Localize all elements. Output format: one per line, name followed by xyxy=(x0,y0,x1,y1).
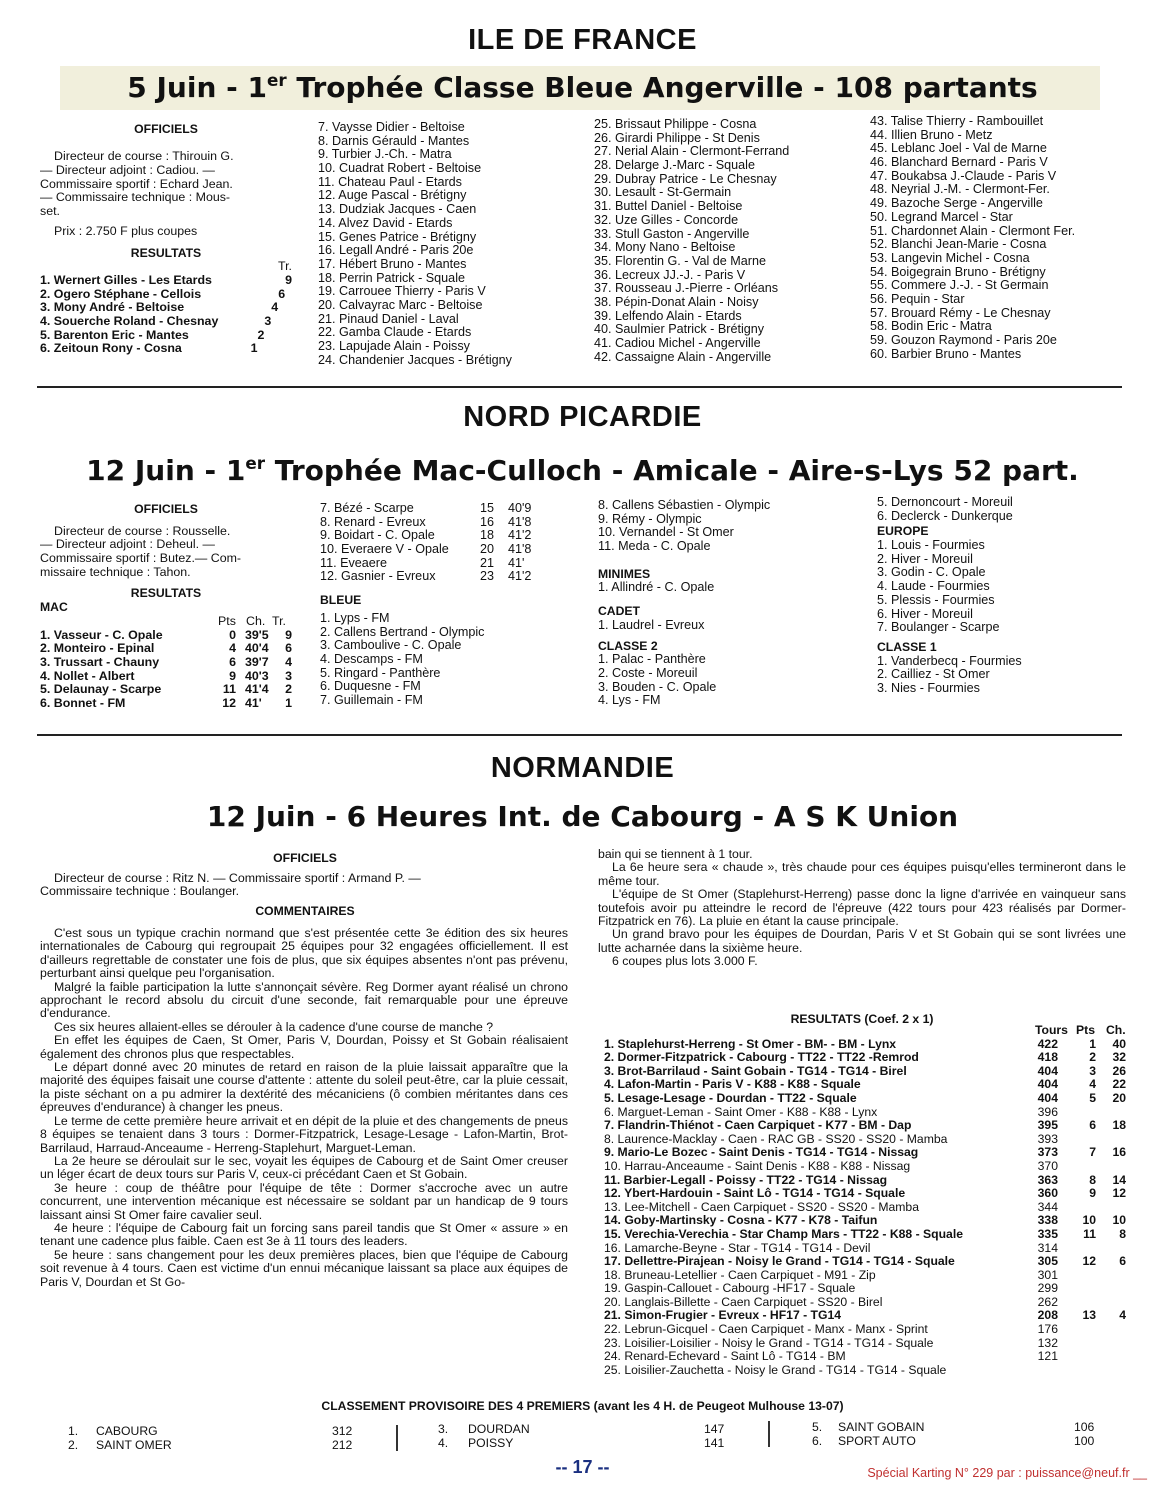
minimes-results xyxy=(598,581,858,595)
mac-result-row: 10. Everaere V - Opale 20 41'8 xyxy=(320,542,532,557)
list-item: 16. Legall André - Paris 20e xyxy=(318,243,474,258)
bleue-results xyxy=(320,612,550,708)
table-row: 6. Marguet-Leman - Saint Omer - K88 - K88 - Lynx 396 xyxy=(604,1104,1058,1119)
list-item: 46. Blanchard Bernard - Paris V xyxy=(870,155,1048,170)
minimes-heading: MINIMES xyxy=(598,566,651,581)
np-column-4 xyxy=(877,496,1127,696)
table-row: 13. Lee-Mitchell - Caen Carpiquet - SS20 - SS20 - Mamba 344 xyxy=(604,1199,1058,1214)
list-item: 45. Leblanc Joel - Val de Marne xyxy=(870,141,1047,156)
list-item: 1. Vanderbecq - Fourmies xyxy=(877,653,1022,668)
paragraph: Ces six heures allaient-elles se dérouler à la cadence d'une course de manche ? xyxy=(54,1019,494,1034)
classement-heading: CLASSEMENT PROVISOIRE DES 4 PREMIERS (avant les 4 H. de Peugeot Mulhouse 13-07) xyxy=(321,1399,844,1413)
mac-result-row: 5. Delaunay - Scarpe 11 41'4 2 xyxy=(40,682,292,697)
table-row: 11. Barbier-Legall - Poissy - TT22 - TG14 - Nissag 363 8 14 xyxy=(604,1172,1126,1187)
paragraph: En effet les équipes de Caen, St Omer, Paris V, Dourdan, Poissy et St Gobain réalisaient également des chronos plus que respectables. xyxy=(40,1033,568,1061)
classement-column-3 xyxy=(812,1421,1112,1448)
list-item: 47. Boukabsa J.-Claude - Paris V xyxy=(870,168,1057,183)
classement-separator xyxy=(396,1425,398,1451)
list-item: 12. Auge Pascal - Brétigny xyxy=(318,188,467,203)
list-item: 26. Girardi Philippe - St Denis xyxy=(594,130,760,145)
list-item: 28. Delarge J.-Marc - Squale xyxy=(594,158,755,173)
mac-top-results xyxy=(40,629,292,711)
officiels-block-idf: OFFICIELS Directeur de course : Thirouin G. — Directeur adjoint : Cadiou. — Commissaire sportif : Echard Jean. — Commissaire technique : Mous- set. Prix : 2.750 F plus coupes RESULTATS Tr. 1. Wernert Gilles - Les Etards 9 2. Ogero Stéphane - Cellois 6 3. Mony André - Beltoise 4 4. Souerche Roland - Chesnay 3 5. Barenton Eric - Mantes 2 6. Zeitoun Rony - Cosna 1 xyxy=(40,122,292,356)
list-item: 22. Gamba Claude - Etards xyxy=(318,325,472,340)
table-row: 23. Loisilier-Loisilier - Noisy le Grand - TG14 - TG14 - Squale 132 xyxy=(604,1335,1058,1350)
result-row: 5. Barenton Eric - Mantes 2 xyxy=(40,327,265,342)
classement-column-2 xyxy=(438,1423,738,1450)
list-item: 60. Barbier Bruno - Mantes xyxy=(870,346,1022,361)
paragraph: Malgré la faible participation la lutte s'annonçait sévère. Reg Dormer ayant réalisé un chrono approchant le record absolu du circuit d'une seconde, fait remarquable pour une épreuve d'endurance. xyxy=(40,979,568,1021)
mac-result-row: 12. Gasnier - Evreux 23 41'2 xyxy=(320,569,532,584)
list-item: 32. Uze Gilles - Concorde xyxy=(594,212,739,227)
list-item: 6. Hiver - Moreuil xyxy=(877,606,973,621)
bleue-results-continued xyxy=(598,499,858,554)
section-divider xyxy=(37,734,1122,736)
list-item: 51. Chardonnet Alain - Clermont Fer. xyxy=(870,223,1076,238)
list-item: 3. Bouden - C. Opale xyxy=(598,679,717,694)
list-item: 2. Callens Bertrand - Olympic xyxy=(320,624,485,639)
paragraph: 6 coupes plus lots 3.000 F. xyxy=(612,954,758,969)
classement-row: 5. SAINT GOBAIN 106 xyxy=(812,1420,1095,1434)
paragraph: La 2e heure se déroulait sur le sec, voyait les équipes de Cabourg et de Saint Omer creuser un léger écart de deux tours sur Paris V, ceux-ci précédant Caen et St Gobain. xyxy=(40,1153,568,1182)
paragraph: Le terme de cette première heure arrivait et en dépit de la pluie et des changements de pneus 8 équipes se tenaient dans 3 tours : Dormer-Fitzpatrick, Lesage-Lesage - Lafon-Martin, Brot-Barrilaud, Harraud-Anceaume - Herreng-Staplehurt, Marguet-Leman. xyxy=(40,1113,568,1155)
list-item: 25. Brissaut Philippe - Cosna xyxy=(594,117,757,131)
table-row: 24. Renard-Echevard - Saint Lô - TG14 - BM 121 xyxy=(604,1349,1058,1364)
list-item: 6. Duquesne - FM xyxy=(320,679,421,694)
result-row: 1. Wernert Gilles - Les Etards 9 xyxy=(40,272,292,287)
region-title-normandie: NORMANDIE xyxy=(490,752,675,784)
paragraph: 4e heure : l'équipe de Cabourg fait un forcing sans pareil tandis que St Omer « assure » en tenant une cadence plus faible. Caen est 3e à 11 tours des leaders. xyxy=(40,1220,568,1249)
list-item: 38. Pépin-Donat Alain - Noisy xyxy=(594,294,759,309)
table-row: 21. Simon-Frugier - Evreux - HF17 - TG14 208 13 4 xyxy=(604,1308,1126,1323)
table-row: 5. Lesage-Lesage - Dourdan - TT22 - Squale 404 5 20 xyxy=(604,1090,1126,1105)
normandie-results-table: Tours Pts Ch. 1. Staplehurst-Herreng - St Omer - BM- - BM - Lynx 422 1 40 2. Dormer-Fitzpatrick - Cabourg - TT22 - TT22 -Remrod 418 2 32 3. Brot-Barrilaud - Saint Gobain - TG14 - TG14 - Birel 404 3 26 4. Lafon-Martin - Paris V - K88 - K88 - Squale 404 4 22 5. Lesage-Lesage - Dourdan - TT22 - Squale 404 5 20 6. Marguet-Leman - Saint Omer - K88 - K88 - Lynx 396 7. Flandrin-Thiénot - Caen Carpiquet - K77 - BM - Dap 395 6 18 8. Laurence-Macklay - Caen - RAC GB - SS20 - SS20 - Mamba 393 9. Mario-Le Bozec - Saint Denis - TG14 - TG14 - Nissag 373 7 16 10. Harrau-Anceaume - Saint Denis - K88 - K88 - Nissag 370 11. Barbier-Legall - Poissy - TT22 - TG14 - Nissag 363 8 14 12. Ybert-Hardouin - Saint Lô - TG14 - TG14 - Squale 360 9 12 13. Lee-Mitchell - Caen Carpiquet - SS20 - SS20 - Mamba 344 14. Goby-Martinsky - Cosna - K77 - K78 - Taifun 338 10 10 15. Verechia-Verechia - Star Champ Mars - TT22 - K88 - Squale 335 11 8 16. Lamarche-Beyne - Star - TG14 - TG14 - Devil 314 17. Dellettre-Pirajean - Noisy le Grand - TG14 - TG14 - Squale 305 12 6 18. Bruneau-Letellier - Caen Carpiquet - M91 - Zip 301 19. Gaspin-Callouet - Cabourg -HF17 - Squale 299 20. Langlais-Billette - Caen Carpiquet - SS20 - Birel 262 21. Simon-Frugier - Evreux - HF17 - TG14 208 13 4 22. Lebrun-Gicquel - Caen Carpiquet - Manx - Manx - Sprint 176 23. Loisilier-Loisilier - Noisy le Grand - TG14 - TG14 - Squale 132 24. Renard-Echevard - Saint Lô - TG14 - BM 121 25. Loisilier-Zauchetta - Noisy le Grand - TG14 - TG14 - Squale xyxy=(598,1024,1128,1377)
paragraph: bain qui se tiennent à 1 tour. xyxy=(598,847,753,861)
list-item: 36. Lecreux JJ.-J. - Paris V xyxy=(594,267,746,282)
list-item: 40. Saulmier Patrick - Brétigny xyxy=(594,322,765,337)
list-item: 1. Laudrel - Evreux xyxy=(598,617,705,632)
classe-1-results xyxy=(877,655,1127,696)
event-title-aire-s-lys: 12 Juin - 1er Trophée Mac-Culloch - Amicale - Aire-s-Lys 52 part. xyxy=(86,453,1079,487)
list-item: 5. Plessis - Fourmies xyxy=(877,592,995,607)
commentaires-text xyxy=(40,927,568,1289)
mac-result-row: 9. Boidart - C. Opale 18 41'2 xyxy=(320,528,532,543)
list-item: 55. Commere J.-J. - St Germain xyxy=(870,278,1049,293)
list-item: 8. Callens Sébastien - Olympic xyxy=(598,498,771,512)
list-item: 6. Declerck - Dunkerque xyxy=(877,508,1013,523)
event-title-cabourg: 12 Juin - 6 Heures Int. de Cabourg - A S K Union xyxy=(206,800,959,833)
mac-result-row: 3. Trussart - Chauny 6 39'7 4 xyxy=(40,654,292,669)
list-item: 53. Langevin Michel - Cosna xyxy=(870,250,1030,265)
list-item: 3. Nies - Fourmies xyxy=(877,680,980,695)
table-row: 20. Langlais-Billette - Caen Carpiquet - SS20 - Birel 262 xyxy=(604,1294,1058,1309)
europe-results xyxy=(877,539,1127,635)
list-item: 17. Hébert Bruno - Mantes xyxy=(318,256,467,271)
mac-heading: MAC xyxy=(40,600,68,615)
list-item: 34. Mony Nano - Beltoise xyxy=(594,240,736,255)
table-row: 14. Goby-Martinsky - Cosna - K77 - K78 - Taifun 338 10 10 xyxy=(604,1213,1126,1228)
list-item: 1. Allindré - C. Opale xyxy=(598,580,715,595)
list-item: 19. Carrouee Thierry - Paris V xyxy=(318,284,486,299)
list-item: 1. Palac - Panthère xyxy=(598,652,706,667)
list-item: 48. Neyrial J.-M. - Clermont-Fer. xyxy=(870,182,1050,197)
mac-result-row: 4. Nollet - Albert 9 40'3 3 xyxy=(40,668,292,683)
list-item: 23. Lapujade Alain - Poissy xyxy=(318,339,470,353)
table-row: 10. Harrau-Anceaume - Saint Denis - K88 - K88 - Nissag 370 xyxy=(604,1158,1058,1173)
list-item: 24. Chandenier Jacques - Brétigny xyxy=(318,352,512,367)
list-item: 5. Dernoncourt - Moreuil xyxy=(877,495,1013,509)
list-item: 7. Guillemain - FM xyxy=(320,692,423,707)
list-item: 49. Bazoche Serge - Angerville xyxy=(870,196,1043,211)
table-row: 17. Dellettre-Pirajean - Noisy le Grand - TG14 - TG14 - Squale 305 12 6 xyxy=(604,1254,1126,1269)
classement-separator xyxy=(768,1421,770,1447)
list-item: 37. Rousseau J.-Pierre - Orléans xyxy=(594,281,779,296)
list-item: 33. Stull Gaston - Angerville xyxy=(594,226,750,241)
mac-result-row: 1. Vasseur - C. Opale 0 39'5 9 xyxy=(40,627,292,642)
officiels-block-np: OFFICIELS Directeur de course : Rousselle. — Directeur adjoint : Deheul. — Commissaire sportif : Butez.— Com- missaire technique : Tahon. RESULTATS MAC Pts Ch. Tr. 1. Vasseur - C. Opale 0 39'5 9 2. Monteiro - Epinal 4 40'4 6 3. Trussart - Chauny 6 39'7 4 4. Nollet - Albert 9 40'3 3 5. Delaunay - Scarpe 11 41'4 2 6. Bonnet - FM 12 41' 1 xyxy=(40,502,292,710)
table-row: 8. Laurence-Macklay - Caen - RAC GB - SS20 - SS20 - Mamba 393 xyxy=(604,1131,1058,1146)
idf-top-results xyxy=(40,274,292,356)
table-row: 18. Bruneau-Letellier - Caen Carpiquet - M91 - Zip 301 xyxy=(604,1267,1058,1282)
list-item: 4. Laude - Fourmies xyxy=(877,579,990,594)
paragraph: 3e heure : coup de théâtre pour l'équipe de tête : Dormer s'accroche avec un autre concurrent, une intervention mécanique est nécessaire se soldant par un handicap de 9 tours laissant ainsi St Omer faire cavalier seul. xyxy=(40,1180,568,1222)
table-row: 9. Mario-Le Bozec - Saint Denis - TG14 - TG14 - Nissag 373 7 16 xyxy=(604,1145,1126,1160)
footer-credit: Spécial Karting N° 229 par : puissance@neuf.fr __ xyxy=(867,1466,1147,1480)
list-item: 2. Cailliez - St Omer xyxy=(877,667,990,682)
commentaires-text-continued xyxy=(598,848,1126,969)
region-title-ile-de-france: ILE DE FRANCE xyxy=(468,24,697,56)
resultats-heading: RESULTATS xyxy=(130,245,202,260)
europe-heading: EUROPE xyxy=(877,524,929,539)
list-item: 39. Lelfendo Alain - Etards xyxy=(594,308,742,323)
list-item: 29. Dubray Patrice - Le Chesnay xyxy=(594,171,777,186)
list-item: 44. Illien Bruno - Metz xyxy=(870,127,993,142)
table-row: 25. Loisilier-Zauchetta - Noisy le Grand - TG14 - TG14 - Squale xyxy=(604,1362,947,1377)
list-item: 1. Louis - Fourmies xyxy=(877,538,985,553)
table-row: 3. Brot-Barrilaud - Saint Gobain - TG14 - TG14 - Birel 404 3 26 xyxy=(604,1063,1126,1078)
commentaires-heading: COMMENTAIRES xyxy=(255,904,355,919)
list-item: 52. Blanchi Jean-Marie - Cosna xyxy=(870,237,1047,252)
list-item: 3. Godin - C. Opale xyxy=(877,565,986,580)
list-item: 18. Perrin Patrick - Squale xyxy=(318,270,465,285)
classe-1-heading: CLASSE 1 xyxy=(877,639,937,654)
list-item: 15. Genes Patrice - Brétigny xyxy=(318,229,477,244)
list-item: 21. Pinaud Daniel - Laval xyxy=(318,311,459,326)
list-item: 9. Turbier J.-Ch. - Matra xyxy=(318,147,452,162)
result-row: 2. Ogero Stéphane - Cellois 6 xyxy=(40,286,286,301)
cadet-heading: CADET xyxy=(598,604,640,619)
idf-results-list-43-60 xyxy=(870,115,1126,361)
classement-row: 6. SPORT AUTO 100 xyxy=(812,1433,1095,1448)
paragraph: L'équipe de St Omer (Staplehurst-Herreng) passe donc la ligne d'arrivée en vainqueur sans toutefois avoir pu atteindre le record de l'épreuve (422 tours pour 423 réalisés par Dormer-Fitzpatrick en 76). La pluie en étant la cause principale. xyxy=(598,887,1126,929)
table-row: 4. Lafon-Martin - Paris V - K88 - K88 - Squale 404 4 22 xyxy=(604,1077,1126,1092)
list-item: 11. Meda - C. Opale xyxy=(598,539,711,554)
list-item: 20. Calvayrac Marc - Beltoise xyxy=(318,297,483,312)
list-item: 59. Gouzon Raymond - Paris 20e xyxy=(870,333,1057,347)
paragraph: C'est sous un typique crachin normand que s'est présentée cette 3e édition des six heures internationales de Cabourg qui regroupait 25 équipes pour 32 engagées officiellement. Il est d'ailleurs regrettable de constater une fois de plus, que six équipes absentes n'ont pas prévenu, perturbant ainsi quelque peu l'organisation. xyxy=(40,926,568,981)
list-item: 10. Vernandel - St Omer xyxy=(598,525,734,540)
result-row: 3. Mony André - Beltoise 4 xyxy=(40,300,279,315)
list-item: 10. Cuadrat Robert - Beltoise xyxy=(318,161,482,176)
paragraph: Un grand bravo pour les équipes de Dourdan, Paris V et St Gobain qui se sont livrées une lutte acharnée dans la sixième heure. xyxy=(598,927,1126,955)
table-row: 7. Flandrin-Thiénot - Caen Carpiquet - K77 - BM - Dap 395 6 18 xyxy=(604,1118,1126,1133)
event-title-angerville: 5 Juin - 1er Trophée Classe Bleue Angerville - 108 partants xyxy=(127,70,1038,104)
list-item: 4. Descamps - FM xyxy=(320,651,423,666)
list-item: 2. Coste - Moreuil xyxy=(598,665,698,680)
list-item: 2. Hiver - Moreuil xyxy=(877,551,973,566)
paragraph: La 6e heure sera « chaude », très chaude pour ces équipes puisqu'elles termineront dans le même tour. xyxy=(598,860,1126,888)
list-item: 56. Pequin - Star xyxy=(870,291,965,306)
resultats-heading-normandie: RESULTATS (Coef. 2 x 1) xyxy=(790,1012,934,1026)
list-item: 5. Ringard - Panthère xyxy=(320,665,441,680)
paragraph: Le départ donné avec 20 minutes de retard en raison de la pluie laissait apparaître que la majorité des équipes faisait une course d'attente : attente du soleil peut-être, car la pluie cessait, la piste séchant on a pu admirer la dextérité des mécaniciens (ô combien méritantes dans ces épreuves d'endurance) à changer les pneus. xyxy=(40,1060,568,1115)
np-column-2 xyxy=(320,502,550,708)
classe-2-results-continued xyxy=(877,496,1127,523)
officiels-block-normandie: OFFICIELS Directeur de course : Ritz N. — Commissaire sportif : Armand P. — Commissaire technique : Boulanger. COMMENTAIRES xyxy=(40,852,570,919)
mac-result-row: 6. Bonnet - FM 12 41' 1 xyxy=(40,695,292,710)
list-item: 3. Camboulive - C. Opale xyxy=(320,638,462,653)
table-row: 12. Ybert-Hardouin - Saint Lô - TG14 - TG14 - Squale 360 9 12 xyxy=(604,1186,1126,1201)
table-row: 19. Gaspin-Callouet - Cabourg -HF17 - Squale 299 xyxy=(604,1281,1058,1296)
list-item: 31. Buttel Daniel - Beltoise xyxy=(594,199,743,214)
list-item: 41. Cadiou Michel - Angerville xyxy=(594,336,761,350)
mac-result-row: 7. Bézé - Scarpe 15 40'9 xyxy=(320,501,532,515)
region-title-nord-picardie: NORD PICARDIE xyxy=(463,401,702,433)
section-divider xyxy=(37,386,1122,388)
list-item: 58. Bodin Eric - Matra xyxy=(870,319,992,334)
classement-row: 3. DOURDAN 147 xyxy=(438,1422,725,1436)
list-item: 27. Nerial Alain - Clermont-Ferrand xyxy=(594,144,790,159)
table-row: 2. Dormer-Fitzpatrick - Cabourg - TT22 - TT22 -Remrod 418 2 32 xyxy=(604,1050,1126,1065)
paragraph: 5e heure : sans changement pour les deux premières places, bien que l'équipe de Cabourg soit revenue à 4 tours. Caen est victime d'un ennui mécanique laissant sa place aux équipes de Paris V, Dourdan et St Go- xyxy=(40,1247,568,1289)
list-item: 43. Talise Thierry - Rambouillet xyxy=(870,114,1044,128)
bleue-heading: BLEUE xyxy=(320,593,362,608)
list-item: 7. Boulanger - Scarpe xyxy=(877,620,1000,635)
result-row: 4. Souerche Roland - Chesnay 3 xyxy=(40,313,272,328)
mac-result-row: 8. Renard - Evreux 16 41'8 xyxy=(320,514,532,529)
list-item: 50. Legrand Marcel - Star xyxy=(870,209,1013,224)
table-row: 1. Staplehurst-Herreng - St Omer - BM- - BM - Lynx 422 1 40 xyxy=(604,1036,1126,1051)
result-row: 6. Zeitoun Rony - Cosna 1 xyxy=(40,341,258,356)
table-row: 22. Lebrun-Gicquel - Caen Carpiquet - Manx - Manx - Sprint 176 xyxy=(604,1322,1058,1337)
mac-results-continued xyxy=(320,502,550,584)
officiels-heading: OFFICIELS xyxy=(134,122,198,136)
classe-2-results xyxy=(598,653,858,708)
idf-results-list-25-42 xyxy=(594,118,844,364)
classement-row: 2. SAINT OMER 212 xyxy=(68,1437,353,1452)
list-item: 14. Alvez David - Etards xyxy=(318,215,453,230)
idf-results-list-7-24 xyxy=(318,121,566,367)
list-item: 13. Dudziak Jacques - Caen xyxy=(318,202,477,217)
classement-row: 4. POISSY 141 xyxy=(438,1435,725,1450)
mac-result-row: 2. Monteiro - Epinal 4 40'4 6 xyxy=(40,641,292,656)
list-item: 42. Cassaigne Alain - Angerville xyxy=(594,349,772,364)
page-number: -- 17 -- xyxy=(555,1457,610,1477)
mac-result-row: 11. Eveaere 21 41' xyxy=(320,555,525,570)
classement-row: 1. CABOURG 312 xyxy=(68,1424,353,1438)
list-item: 35. Florentin G. - Val de Marne xyxy=(594,253,766,268)
list-item: 54. Boigegrain Bruno - Brétigny xyxy=(870,264,1046,279)
list-item: 11. Chateau Paul - Etards xyxy=(318,174,462,189)
np-column-3 xyxy=(598,499,858,708)
list-item: 57. Brouard Rémy - Le Chesnay xyxy=(870,305,1051,320)
classement-column-1 xyxy=(68,1425,368,1452)
list-item: 8. Darnis Gérauld - Mantes xyxy=(318,133,470,148)
table-row: 15. Verechia-Verechia - Star Champ Mars - TT22 - K88 - Squale 335 11 8 xyxy=(604,1226,1126,1241)
list-item: 4. Lys - FM xyxy=(598,693,661,708)
list-item: 7. Vaysse Didier - Beltoise xyxy=(318,120,465,134)
cadet-results xyxy=(598,619,858,633)
table-row: 16. Lamarche-Beyne - Star - TG14 - TG14 - Devil 314 xyxy=(604,1240,1058,1255)
list-item: 9. Rémy - Olympic xyxy=(598,511,702,526)
classe-2-heading: CLASSE 2 xyxy=(598,638,658,653)
list-item: 1. Lyps - FM xyxy=(320,610,390,625)
list-item: 30. Lesault - St-Germain xyxy=(594,185,732,200)
